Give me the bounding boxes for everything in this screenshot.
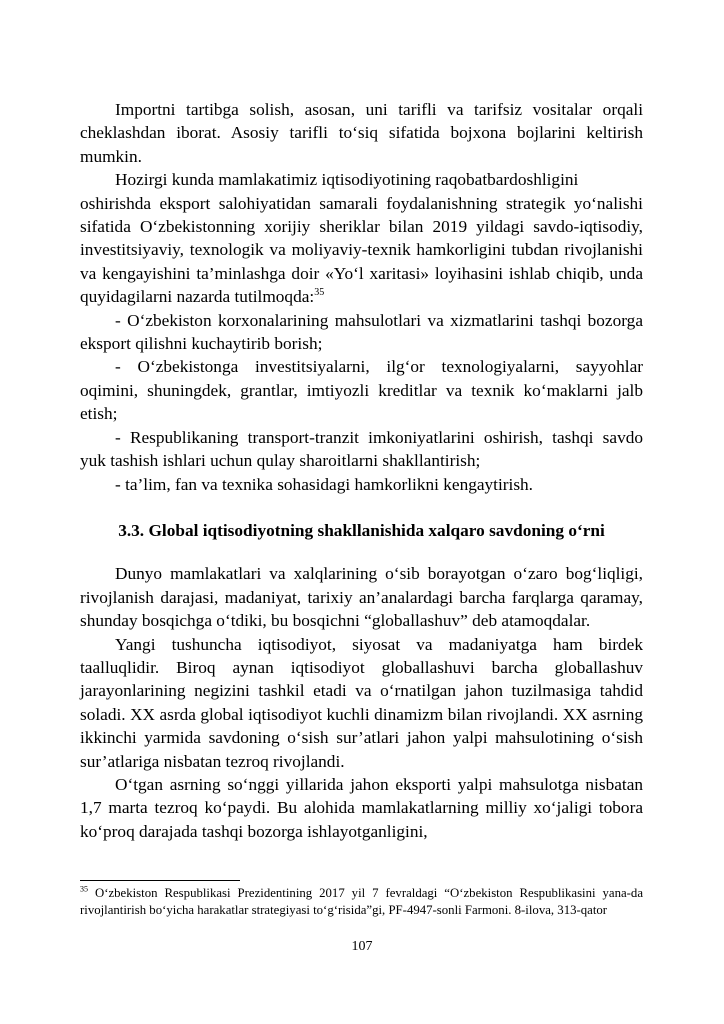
paragraph-roadmap-line1-text: Hozirgi kunda mamlakatimiz iqtisodiyotining raqobatbardoshligini	[115, 170, 579, 190]
paragraph-import: Importni tartibga solish, asosan, uni tarifli va tarifsiz vositalar orqali cheklashdan iborat. Asosiy tarifli to‘siq sifatida bojxona bojlarini keltirish mumkin.	[80, 100, 643, 166]
paragraph-globalization: Dunyo mamlakatlari va xalqlarining o‘sib borayotgan o‘zaro bog‘liqligi, rivojlanish darajasi, madaniyat, tarixiy an’analardagi barcha farqlarga qaramay, shunday bosqichga o‘tdiki, bu bosqichni “globallashuv” deb atamoqdalar.	[80, 564, 643, 631]
bullet-item: - O‘zbekiston korxonalarining mahsulotlari va xizmatlarini tashqi bozorga eksport qilishni kuchaytirib borish;	[80, 310, 643, 354]
section-heading: 3.3. Global iqtisodiyotning shakllanishida xalqaro savdoning o‘rni	[118, 520, 605, 540]
paragraph-new-concept: Yangi tushuncha iqtisodiyot, siyosat va madaniyatga ham birdek taalluqlidir. Biroq aynan iqtisodiyot globallashuvi barcha globallashuv jarayonlarining negizini tashkil etadi va o‘rnatilgan jahon tuzilmasiga tahdid soladi. XX asrda global iqtisodiyot kuchli dinamizm bilan rivojlandi. XX asrning ikkinchi yarmida savdoning o‘sish sur’atlari jahon yalpi mahsulotining o‘sish sur’atlariga nisbatan tezroq rivojlandi.	[80, 634, 643, 771]
page-number: 107	[351, 939, 373, 954]
paragraph-export-growth: O‘tgan asrning so‘nggi yillarida jahon eksporti yalpi mahsulotga nisbatan 1,7 marta tezroq ko‘paydi. Bu alohida mamlakatlarning milliy xo‘jaligi tobora ko‘proq darajada tashqi bozorga ishlayotganligini,	[80, 774, 643, 841]
paragraph-roadmap-text: oshirishda eksport salohiyatidan samarali foydalanishning strategik yo‘nalishi sifatida O‘zbekistonning xorijiy sheriklar bilan 2019 yildagi savdo-iqtisodiy, investitsiyaviy, texnologik va moliyaviy-texnik hamkorligini tubdan rivojlanishi va kengayishini ta’minlashga doir «Yo‘l xaritasi» loyihasini ishlab chiqib, unda quyidagilarni nazarda tutilmoqda:	[80, 193, 643, 307]
footnote-text: O‘zbekiston Respublikasi Prezidentining 2017 yil 7 fevraldagi “O‘zbekiston Respublikasini yana-da rivojlantirish bo‘yicha harakatlar strategiyasi to‘g‘risida”gi, PF-4947-sonli Farmoni. 8-ilova, 313-qator	[80, 886, 644, 917]
paragraph-roadmap-rest	[80, 192, 643, 309]
paragraph-roadmap-first-line	[80, 168, 643, 191]
bullet-item: - ta’lim, fan va texnika sohasidagi hamkorlikni kengaytirish.	[115, 474, 534, 494]
footnote	[80, 885, 643, 919]
bullet-item: - O‘zbekistonga investitsiyalarni, ilg‘or texnologiyalarni, sayyohlar oqimini, shuningdek, grantlar, imtiyozli kreditlar va texnik ko‘maklarni jalb etish;	[80, 357, 643, 424]
footnote-reference[interactable]: 35	[314, 287, 325, 299]
footnote-divider	[80, 880, 240, 881]
footnote-number: 35	[80, 884, 88, 894]
main-text	[80, 98, 643, 843]
bullet-item: - Respublikaning transport-tranzit imkoniyatlarini oshirish, tashqi savdo yuk tashish ishlari uchun qulay sharoitlarni shakllantirish;	[80, 427, 643, 471]
